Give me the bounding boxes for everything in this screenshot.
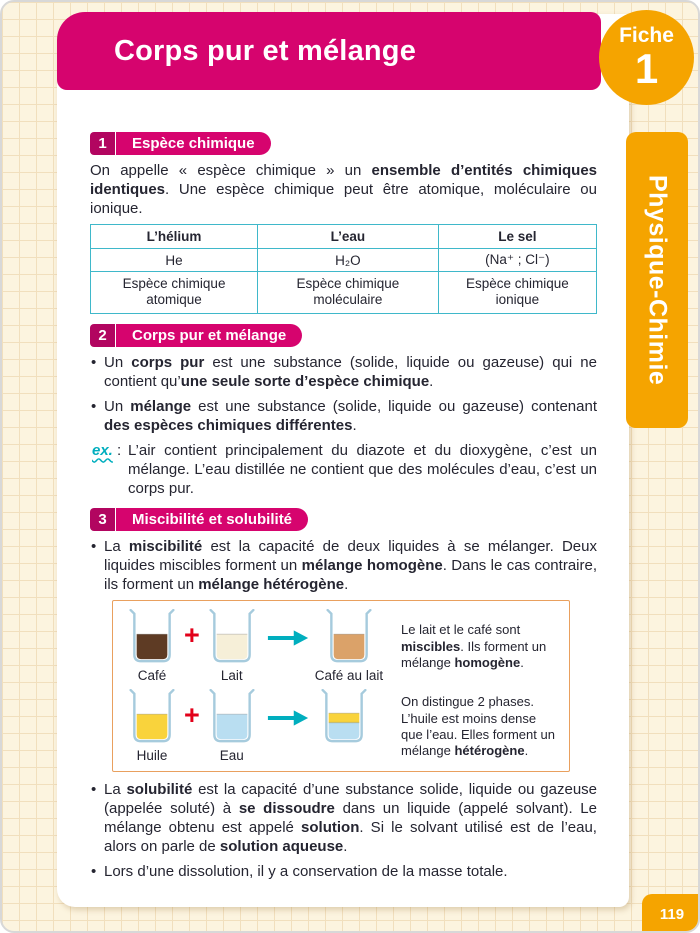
section-2-badge [90,324,597,347]
fiche-number: 1 [634,45,659,92]
cafe-au-lait-beaker-icon [323,609,375,665]
fiche-label: Fiche [619,24,674,47]
cafe-beaker-unit [123,609,181,685]
cell-he: He [91,249,258,272]
section-1-title: Espèce chimique [116,132,271,155]
cafe-au-lait-label: Café au lait [314,667,384,683]
section-2-title: Corps pur et mélange [116,324,302,347]
section-3-number: 3 [90,508,115,531]
plus-sign: + [184,699,200,730]
bullet-marker: • [91,397,97,415]
cell-nacl: (Na⁺ ; Cl⁻) [438,249,596,272]
huile-eau-melange-beaker-icon [318,689,370,745]
bullet-corps-pur-text: Un corps pur est une substance (solide, liquide ou gazeuse) qui ne contient qu’une seule sorte d’espèce chimique. [104,353,597,390]
table-type-row [91,272,597,313]
bullet-melange [90,397,597,435]
subject-tab [626,132,688,428]
card-content [90,132,597,887]
eau-label: Eau [219,747,244,763]
bullet-miscibilite [90,537,597,594]
table-formula-row [91,249,597,272]
figure-row-2-diagram [123,689,397,765]
bullet-melange-text: Un mélange est une substance (solide, liquide ou gazeuse) contenant des espèces chimiques différentes. [104,397,598,434]
fiche-badge [599,10,694,105]
huile-label: Huile [136,747,168,763]
example-colon: : [112,441,122,459]
bullet-conservation [90,862,597,881]
page-title: Corps pur et mélange [113,34,417,67]
figure-row-cafe-lait [123,609,561,685]
bullet-corps-pur [90,353,597,391]
cafe-au-lait-beaker-unit [315,609,383,685]
bullet-solubilite [90,780,597,856]
example-text: L’air contient principalement du diazote et du dioxygène, c’est un mélange. L’eau distillée ne contient que des molécules d’eau, c’est un corps pur. [128,441,597,497]
bullet-marker: • [91,863,97,881]
cell-ionique: Espèce chimique ionique [438,272,596,313]
example-block [90,441,597,498]
cafe-label: Café [137,667,167,683]
eau-beaker-icon [206,689,258,745]
th-eau: L’eau [258,225,439,249]
example-head [92,441,121,460]
section-3-badge [90,508,597,531]
bullet-marker: • [91,537,97,555]
arrow-icon [266,628,310,648]
cell-h2o: H₂O [258,249,439,272]
lait-beaker-icon [206,609,258,665]
section-2-number: 2 [90,324,115,347]
cell-moleculaire: Espèce chimique moléculaire [258,272,439,313]
huile-beaker-icon [126,689,178,745]
huile-eau-melange-beaker-unit [315,689,373,765]
species-table [90,224,597,313]
section-1-badge [90,132,597,155]
caption-miscible: Le lait et le café sont miscibles. Ils forment un mélange homogène. [401,622,547,671]
cell-atomique: Espèce chimique atomique [91,272,258,313]
eau-beaker-unit [203,689,261,765]
content-card [57,14,629,907]
th-sel: Le sel [438,225,596,249]
page-number-tab [642,894,700,933]
arrow-icon [266,708,310,728]
figure-row-1-diagram [123,609,397,685]
bullet-marker: • [91,353,97,371]
page-banner [57,12,601,90]
th-helium: L’hélium [91,225,258,249]
bullet-miscibilite-text: La miscibilité est la capacité de deux liquides à se mélanger. Deux liquides miscibles forment un mélange homogène. Dans le cas contraire, ils forment un mélange hétérogène. [104,537,597,593]
caption-heterogene: On distingue 2 phases. L’huile est moins dense que l’eau. Elles forment un mélange hétérogène. [401,694,555,759]
bullet-marker: • [91,780,97,798]
section-1-number: 1 [90,132,115,155]
page-number: 119 [659,906,685,923]
table-header-row [91,225,597,249]
lait-label: Lait [220,667,243,683]
example-label: ex. [92,441,113,459]
plus-sign: + [184,619,200,650]
miscibility-figure [112,600,570,772]
cafe-beaker-icon [126,609,178,665]
figure-row-huile-eau [123,689,561,765]
subject-tab-label: Physique-Chimie [643,174,672,386]
huile-beaker-unit [123,689,181,765]
intro-paragraph: On appelle « espèce chimique » un ensemble d’entités chimiques identiques. Une espèce chimique peut être atomique, moléculaire ou ionique. [90,162,598,218]
bullet-conservation-text: Lors d’une dissolution, il y a conservation de la masse totale. [104,863,508,881]
section-3-title: Miscibilité et solubilité [116,508,308,531]
lait-beaker-unit [203,609,261,685]
bullet-solubilite-text: La solubilité est la capacité d’une substance solide, liquide ou gazeuse (appelée soluté) à se dissoudre dans un liquide (appelé solvant). Le mélange obtenu est appelé solution. Si le solvant utilisé est de l’eau, alors on parle de solution aqueuse. [104,780,598,856]
